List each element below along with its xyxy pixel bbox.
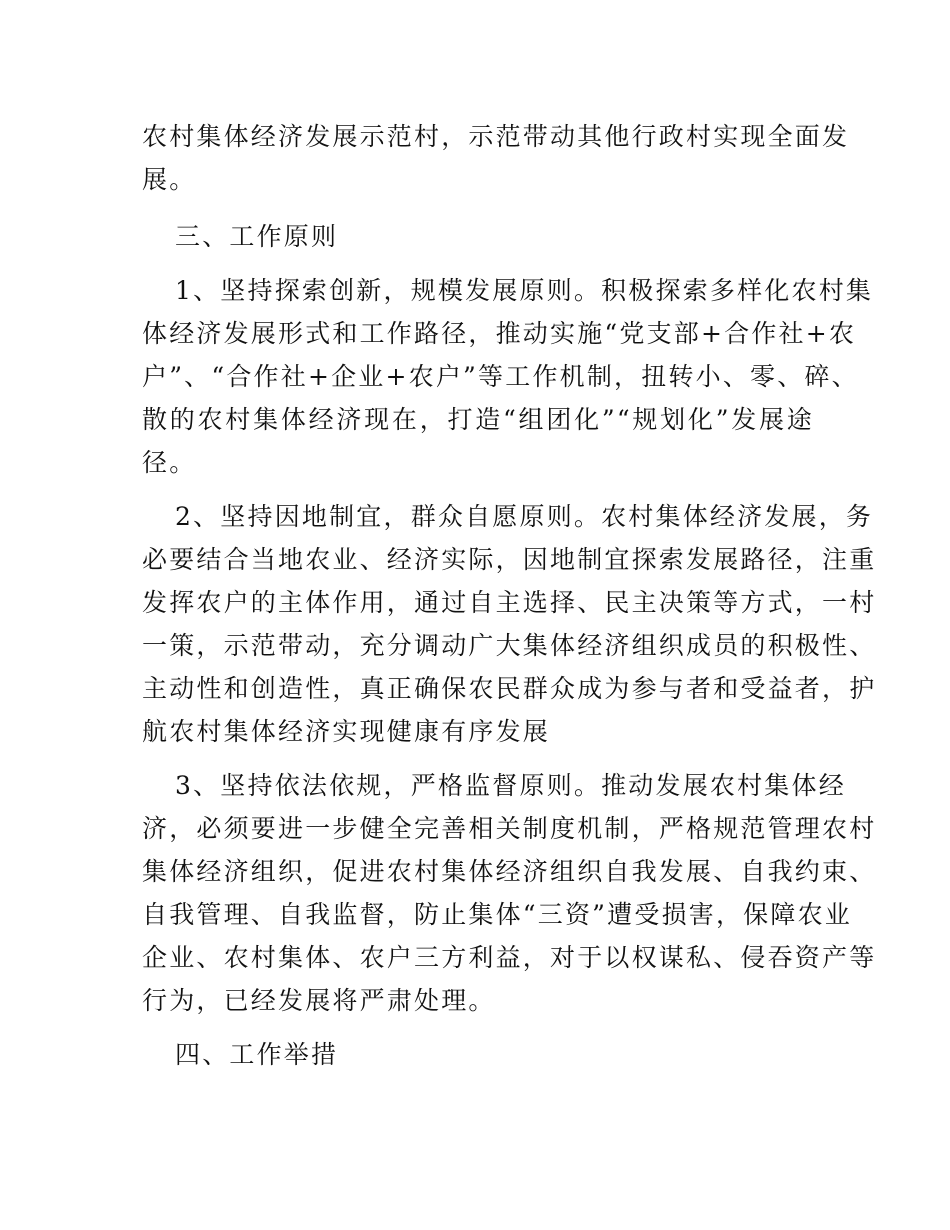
paragraph-line: 2、坚持因地制宜，群众自愿原则。农村集体经济发展，务 — [175, 502, 874, 531]
paragraph-line: 济，必须要进一步健全完善相关制度机制，严格规范管理农村 — [142, 814, 877, 843]
paragraph-line: 径。 — [142, 448, 197, 477]
paragraph-line: 自我管理、自我监督，防止集体“三资”遭受损害，保障农业 — [142, 900, 852, 929]
paragraph-line: 行为，已经发展将严肃处理。 — [142, 986, 496, 1015]
paragraph-line: 农村集体经济发展示范村，示范带动其他行政村实现全面发 — [142, 122, 850, 151]
paragraph-line: 集体经济组织，促进农村集体经济组织自我发展、自我约束、 — [142, 857, 877, 886]
section-heading: 三、工作原则 — [175, 222, 339, 251]
paragraph-line: 3、坚持依法依规，严格监督原则。推动发展农村集体经 — [175, 771, 846, 800]
paragraph-line: 1、坚持探索创新，规模发展原则。积极探索多样化农村集 — [175, 276, 874, 305]
paragraph-line: 散的农村集体经济现在，打造“组团化”“规划化”发展途 — [142, 405, 814, 434]
paragraph-line: 主动性和创造性，真正确保农民群众成为参与者和受益者，护 — [142, 674, 877, 703]
paragraph-line: 展。 — [142, 165, 197, 194]
paragraph-line: 必要结合当地农业、经济实际，因地制宜探索发展路径，注重 — [142, 545, 877, 574]
section-heading: 四、工作举措 — [175, 1040, 339, 1069]
paragraph-line: 航农村集体经济实现健康有序发展 — [142, 717, 551, 746]
paragraph-line: 发挥农户的主体作用，通过自主选择、民主决策等方式，一村 — [142, 588, 877, 617]
paragraph-line: 一策，示范带动，充分调动广大集体经济组织成员的积极性、 — [142, 631, 877, 660]
paragraph-line: 户”、“合作社+企业+农户”等工作机制，扭转小、零、碎、 — [142, 362, 859, 391]
paragraph-line: 企业、农村集体、农户三方利益，对于以权谋私、侵吞资产等 — [142, 943, 877, 972]
paragraph-line: 体经济发展形式和工作路径，推动实施“党支部+合作社+农 — [142, 319, 857, 348]
